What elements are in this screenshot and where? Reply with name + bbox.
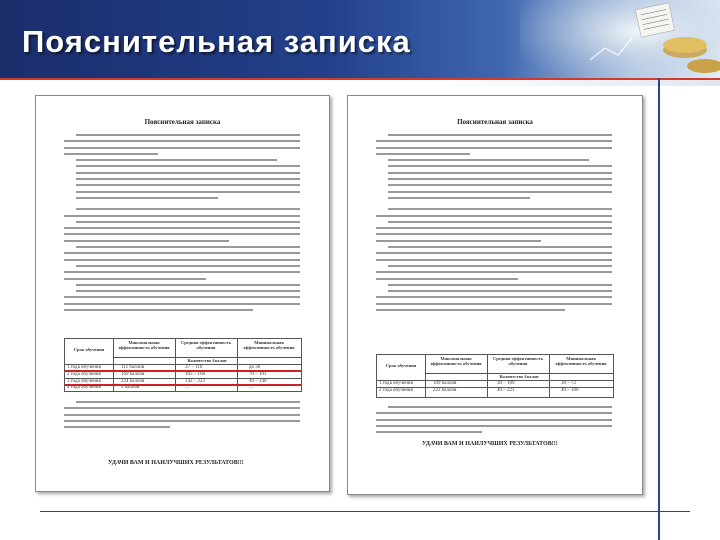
table-cell: ... [249, 385, 253, 390]
closing-line: УДАЧИ ВАМ И НАИЛУЧШИХ РЕЗУЛЬТАТОВ!!! [422, 441, 558, 447]
table-header: Срок обучения [385, 363, 417, 368]
table-cell: 2 года обучения [379, 388, 413, 393]
table-cell: ... [185, 385, 189, 390]
doc-footer-text [64, 401, 300, 432]
table-cell: 111 баллов [121, 365, 145, 370]
doc-title: Пояснительная записка [144, 118, 221, 126]
document-page-left [35, 95, 330, 492]
vertical-rule [658, 78, 660, 540]
table-header: Максимальная эффективность обучения [118, 340, 170, 350]
table-cell: 142 – 223 [185, 379, 205, 384]
closing-line: УДАЧИ ВАМ И НАИЛУЧШИХ РЕЗУЛЬТАТОВ!!! [108, 460, 244, 466]
doc-body-text [376, 134, 612, 315]
doc-footer-text [376, 406, 612, 437]
table-cell: 109 баллов [433, 381, 457, 386]
table-header: Минимальная эффективность обучения [555, 356, 607, 366]
table-cell: 1 года обучения [379, 381, 413, 386]
slide-header [0, 0, 720, 78]
table-cell: 169 баллов [121, 372, 145, 377]
table-cell: 105 – 168 [185, 372, 205, 377]
table-cell: 40 – 100 [561, 388, 579, 393]
red-highlight-line [65, 384, 301, 385]
table-cell: 40 – 140 [249, 379, 267, 384]
finance-decoration-image [520, 0, 720, 78]
table-header: Количество баллов [499, 374, 539, 379]
table-cell: 2 года обучения [67, 372, 101, 377]
header-shade [0, 80, 720, 86]
table-cell: 30 – 109 [497, 381, 515, 386]
score-table [376, 354, 614, 398]
table-cell: 40 – 221 [497, 388, 515, 393]
bottom-rule [40, 511, 690, 512]
table-header: Средняя эффективность обучения [493, 356, 543, 366]
table-cell: до 36 [249, 365, 261, 370]
slide-title: Пояснительная записка [22, 24, 411, 59]
doc-body-text [64, 134, 300, 315]
table-header: Срок обучения [73, 347, 105, 352]
table-cell: 70 – 101 [249, 372, 267, 377]
table-cell: 222 баллов [433, 388, 457, 393]
table-header: Максимальная эффективность обучения [430, 356, 482, 366]
table-header: Средняя эффективность обучения [181, 340, 231, 350]
table-cell: 224 баллов [121, 379, 145, 384]
table-header: Количество баллов [187, 358, 227, 363]
doc-title: Пояснительная записка [457, 118, 533, 126]
table-cell: 30 – 72 [561, 381, 576, 386]
red-highlight-line [65, 370, 301, 371]
table-cell: 1 года обучения [67, 365, 101, 370]
table-cell: 4 года обучения [67, 385, 101, 390]
table-cell: 37 – 110 [185, 365, 203, 370]
document-page-right [347, 95, 643, 495]
table-header: Минимальная эффективность обучения [243, 340, 295, 350]
score-table [64, 338, 302, 392]
table-cell: 2 баллов [121, 385, 140, 390]
table-cell: 3 года обучения [67, 379, 101, 384]
